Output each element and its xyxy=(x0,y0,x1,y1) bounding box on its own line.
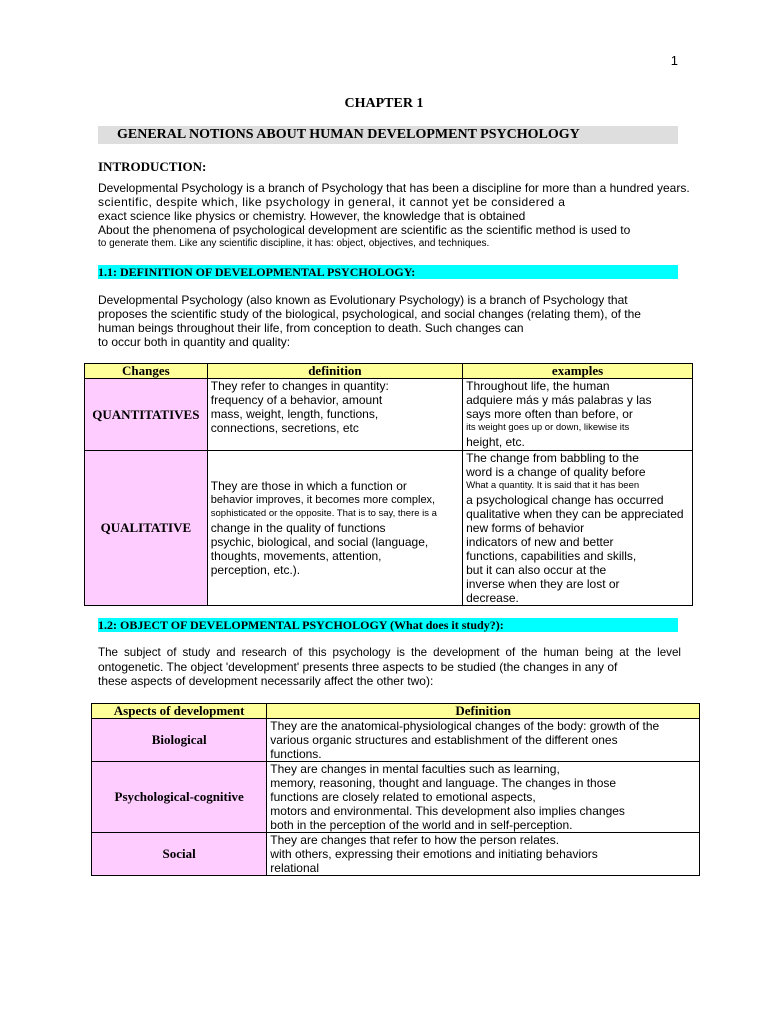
table-row-qualitative xyxy=(85,451,693,606)
social-definition xyxy=(267,833,700,876)
cell-line: inverse when they are lost or xyxy=(466,577,620,591)
header-examples: examples xyxy=(463,364,693,379)
cell-line: perception, etc.). xyxy=(210,563,301,577)
cell-line: a psychological change has occurred xyxy=(466,493,664,507)
cell-line: They are changes that refer to how the person relates. xyxy=(270,833,560,847)
biological-definition xyxy=(267,719,700,762)
table-row-social xyxy=(92,833,700,876)
cell-line: height, etc. xyxy=(466,435,525,449)
cell-line: functions are closely related to emotional aspects, xyxy=(270,790,536,804)
intro-line: to generate them. Like any scientific discipline, it has: object, objectives, and techniques. xyxy=(98,238,490,249)
cell-line: change in the quality of functions xyxy=(210,521,386,535)
biological-label: Biological xyxy=(92,719,267,762)
main-title: GENERAL NOTIONS ABOUT HUMAN DEVELOPMENT PSYCHOLOGY xyxy=(117,127,580,142)
cell-line: various organic structures and establishment of the different ones xyxy=(270,733,618,747)
cell-line: behavior improves, it becomes more complex, xyxy=(210,494,436,506)
cell-line: They are those in which a function or xyxy=(210,479,407,493)
psychological-cognitive-label: Psychological-cognitive xyxy=(92,762,267,833)
cell-line: connections, secretions, etc xyxy=(210,421,359,435)
intro-line: scientific, despite which, like psychology in general, it cannot yet be considered a xyxy=(98,195,566,209)
cell-line: mass, weight, length, functions, xyxy=(210,407,379,421)
section-1-heading: 1.1: DEFINITION OF DEVELOPMENTAL PSYCHOLOGY: xyxy=(98,265,416,279)
cell-line: sophisticated or the opposite. That is to say, there is a xyxy=(210,508,437,519)
qualitative-definition xyxy=(207,451,462,606)
quantitative-examples xyxy=(463,379,693,451)
cell-line: with others, expressing their emotions and initiating behaviors xyxy=(270,847,598,861)
cell-line: functions, capabilities and skills, xyxy=(466,549,637,563)
aspects-table xyxy=(91,703,700,876)
section-1-heading-bar xyxy=(98,265,678,279)
cell-line: both in the perception of the world and in self-perception. xyxy=(270,818,573,832)
cell-line: word is a change of quality before xyxy=(466,465,646,479)
aspects-table-header xyxy=(92,704,700,719)
intro-line: About the phenomena of psychological development are scientific as the scientific method is used to xyxy=(98,223,631,237)
changes-table xyxy=(84,363,693,606)
cell-line: The change from babbling to the xyxy=(466,451,639,465)
main-title-bar xyxy=(98,126,678,144)
qualitative-label: QUALITATIVE xyxy=(85,451,208,606)
cell-line: What a quantity. It is said that it has been xyxy=(466,480,640,491)
cell-line: memory, reasoning, thought and language. The changes in those xyxy=(270,776,617,790)
cell-line: new forms of behavior xyxy=(466,521,585,535)
section-1-line: Developmental Psychology (also known as Evolutionary Psychology) is a branch of Psychology that xyxy=(98,293,628,307)
section-2-line: The subject of study and research of this psychology is the development of the human being at the level xyxy=(98,646,681,659)
cell-line: psychic, biological, and social (language, xyxy=(210,535,429,549)
header-aspects: Aspects of development xyxy=(92,704,267,719)
quantitative-label: QUANTITATIVES xyxy=(85,379,208,451)
table-row-biological xyxy=(92,719,700,762)
intro-line: Developmental Psychology is a branch of Psychology that has been a discipline for more than a hundred years. xyxy=(98,181,690,195)
cell-line: decrease. xyxy=(466,591,519,605)
cell-line: indicators of new and better xyxy=(466,535,614,549)
section-2-line: ontogenetic. The object 'development' presents three aspects to be studied (the changes in any of xyxy=(98,660,618,674)
page-number: 1 xyxy=(670,53,678,68)
header-definition: definition xyxy=(207,364,462,379)
cell-line: adquiere más y más palabras y las xyxy=(466,393,652,407)
chapter-heading: CHAPTER 1 xyxy=(344,96,424,111)
section-1-line: to occur both in quantity and quality: xyxy=(98,335,291,349)
cell-line: They are changes in mental faculties such as learning, xyxy=(270,762,560,776)
section-1-paragraph xyxy=(98,293,641,349)
cell-line: relational xyxy=(270,861,319,875)
cell-line: thoughts, movements, attention, xyxy=(210,549,382,563)
cell-line: qualitative when they can be appreciated xyxy=(466,507,684,521)
cell-line: They refer to changes in quantity: xyxy=(210,379,389,393)
qualitative-examples xyxy=(463,451,693,606)
table-row-quantitative xyxy=(85,379,693,451)
introduction-heading: INTRODUCTION: xyxy=(98,159,207,174)
cell-line: They are the anatomical-physiological changes of the body: growth of the xyxy=(270,719,660,733)
intro-line: exact science like physics or chemistry. However, the knowledge that is obtained xyxy=(98,209,526,223)
section-2-heading: 1.2: OBJECT OF DEVELOPMENTAL PSYCHOLOGY (What does it study?): xyxy=(98,618,504,632)
cell-line: says more often than before, or xyxy=(466,407,633,421)
header-aspect-definition: Definition xyxy=(267,704,700,719)
section-2-paragraph xyxy=(98,646,681,688)
changes-table-header xyxy=(85,364,693,379)
section-2-line: these aspects of development necessarily affect the other two): xyxy=(98,674,434,688)
section-1-line: proposes the scientific study of the biological, psychological, and social changes (relating them), of the xyxy=(98,307,641,321)
introduction-paragraph xyxy=(98,181,690,251)
cell-line: functions. xyxy=(270,747,322,761)
psychological-cognitive-definition xyxy=(267,762,700,833)
quantitative-definition xyxy=(207,379,462,451)
header-changes: Changes xyxy=(85,364,208,379)
social-label: Social xyxy=(92,833,267,876)
cell-line: motors and environmental. This development also implies changes xyxy=(270,804,625,818)
cell-line: its weight goes up or down, likewise its xyxy=(466,422,630,433)
section-1-line: human beings throughout their life, from conception to death. Such changes can xyxy=(98,321,524,335)
section-2-heading-bar xyxy=(98,618,678,632)
cell-line: Throughout life, the human xyxy=(466,379,610,393)
table-row-psychological-cognitive xyxy=(92,762,700,833)
cell-line: frequency of a behavior, amount xyxy=(210,393,383,407)
cell-line: but it can also occur at the xyxy=(466,563,607,577)
